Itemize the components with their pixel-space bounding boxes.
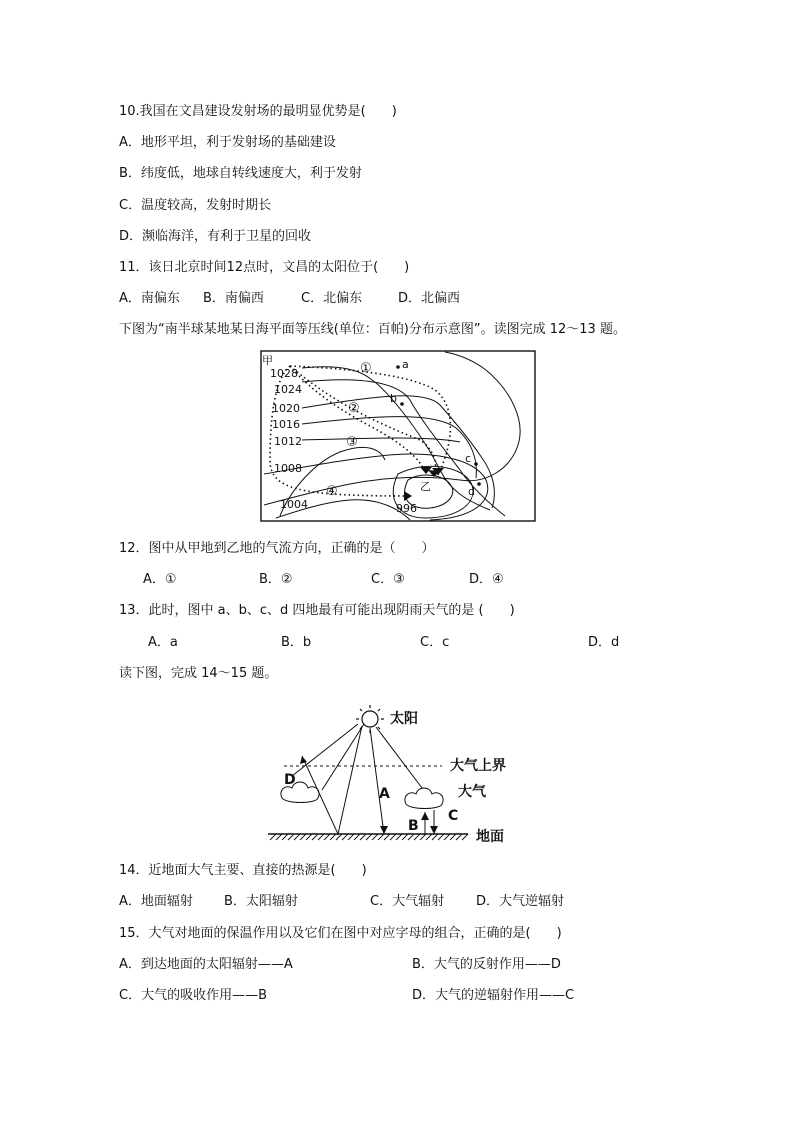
isobar-label-1004: 1004 [280,498,308,511]
question-10-option-a: A．地形平坦，利于发射场的基础建设 [119,135,336,150]
isobar-label-1012: 1012 [274,435,302,448]
question-13-option-d: D．d [588,635,620,650]
question-15-option-c: C．大气的吸收作用——B [119,988,267,1003]
question-14-option-c: C．大气辐射 [370,894,445,909]
question-15-stem: 15．大气对地面的保温作用以及它们在图中对应字母的组合，正确的是( ) [119,926,562,941]
question-11-option-c: C．北偏东 [301,291,363,306]
atmosphere-diagram [262,700,527,848]
diagram-letter-a: A [379,786,390,802]
route-label-2: ② [348,401,360,416]
route-label-4: ④ [326,484,338,499]
isobar-label-1020: 1020 [272,402,300,415]
question-14-option-a: A．地面辐射 [119,894,193,909]
diagram-letter-b: B [408,818,419,834]
question-15-option-a: A．到达地面的太阳辐射——A [119,957,293,972]
question-13-option-c: C．c [420,635,450,650]
question-12-stem: 12．图中从甲地到乙地的气流方向，正确的是（ ） [119,541,435,556]
question-12-option-d: D．④ [469,572,504,587]
map-end-label: 乙 [420,480,431,493]
point-label-b: b [390,392,397,405]
intro-12-13: 下图为“南半球某地某日海平面等压线(单位：百帕)分布示意图”。读图完成 12～13 题。 [119,322,626,337]
route-label-1: ① [360,361,372,376]
isobar-label-1008: 1008 [274,462,302,475]
diagram-top-label: 大气上界 [450,758,506,774]
diagram-atmos-label: 大气 [458,784,486,800]
question-13-option-a: A．a [148,635,178,650]
diagram-letter-d: D [284,772,296,788]
point-label-c: c [465,452,472,465]
question-10-stem: 10.我国在文昌建设发射场的最明显优势是( ) [119,104,397,119]
question-11-option-d: D．北偏西 [398,291,461,306]
question-15-option-d: D．大气的逆辐射作用——C [412,988,575,1003]
isobar-label-996: 996 [396,502,417,515]
point-label-a: a [402,358,409,371]
question-15-option-b: B．大气的反射作用——D [412,957,561,972]
question-11-option-b: B．南偏西 [203,291,264,306]
route-label-3: ③ [346,435,358,450]
isobar-map [260,350,536,522]
question-10-option-d: D．濒临海洋，有利于卫星的回收 [119,229,312,244]
diagram-letter-c: C [448,808,459,824]
intro-14-15: 读下图，完成 14～15 题。 [119,666,278,681]
question-12-option-a: A．① [143,572,177,587]
diagram-ground-label: 地面 [476,829,504,845]
question-11-option-a: A．南偏东 [119,291,180,306]
question-12-option-c: C．③ [371,572,405,587]
isobar-label-1028: 1028 [270,367,298,380]
question-14-option-d: D．大气逆辐射 [476,894,565,909]
question-14-option-b: B．太阳辐射 [224,894,298,909]
point-label-d: d [468,485,475,498]
isobar-label-1016: 1016 [272,418,300,431]
question-10-option-c: C．温度较高，发射时期长 [119,198,272,213]
map-start-label: 甲 [262,354,273,367]
question-10-option-b: B．纬度低，地球自转线速度大，利于发射 [119,166,362,181]
question-13-option-b: B．b [281,635,312,650]
question-12-option-b: B．② [259,572,293,587]
question-11-stem: 11．该日北京时间12点时，文昌的太阳位于( ) [119,260,410,275]
diagram-sun-label: 太阳 [390,711,418,727]
question-14-stem: 14．近地面大气主要、直接的热源是( ) [119,863,367,878]
question-13-stem: 13．此时，图中 a、b、c、d 四地最有可能出现阴雨天气的是 ( ) [119,603,515,618]
isobar-label-1024: 1024 [274,383,302,396]
